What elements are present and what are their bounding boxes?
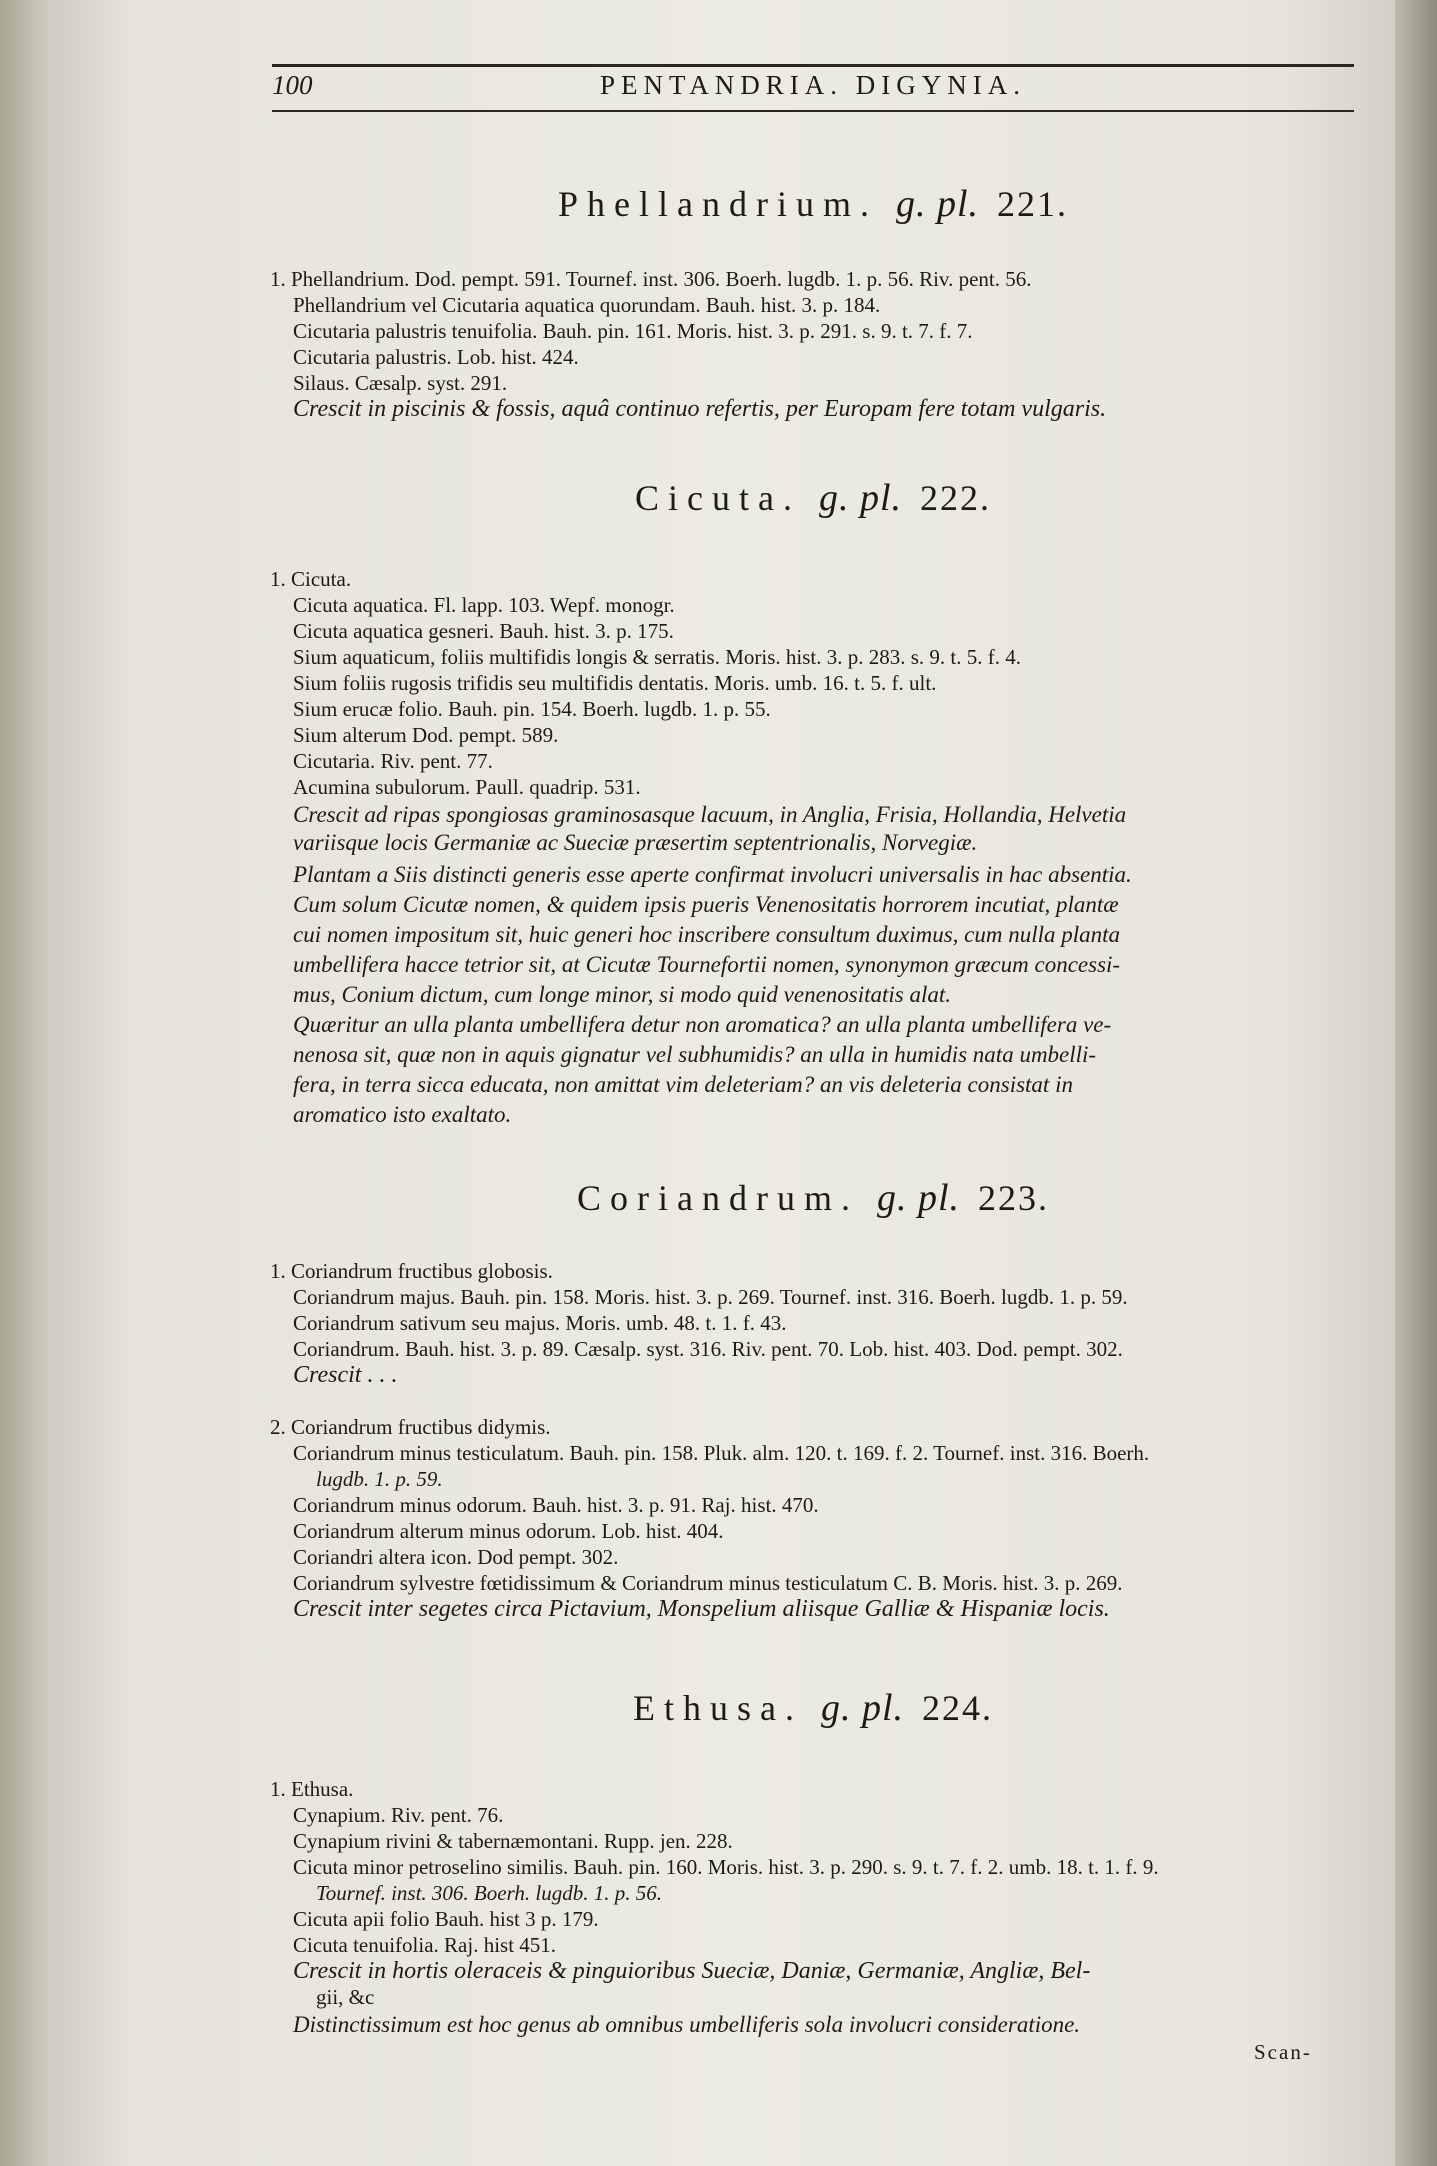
running-head: PENTANDRIA. DIGYNIA.	[599, 70, 1027, 100]
note-line: fera, in terra sicca educata, non amittat vim deleteriam? an vis deleteria consistat in	[293, 1072, 1073, 1097]
synonym-line: Cicuta aquatica. Fl. lapp. 103. Wepf. monogr.	[293, 593, 675, 617]
note-line: Quæritur an ulla planta umbellifera detur non aromatica? an ulla planta umbellifera ve-	[293, 1012, 1112, 1037]
synonym-line: Tournef. inst. 306. Boerh. lugdb. 1. p. 56.	[316, 1881, 662, 1905]
synonym-line: Silaus. Cæsalp. syst. 291.	[293, 371, 508, 395]
synonym-line: Sium erucæ folio. Bauh. pin. 154. Boerh. lugdb. 1. p. 55.	[293, 697, 771, 721]
habitat-line: Crescit in hortis oleraceis & pinguioribus Sueciæ, Daniæ, Germaniæ, Angliæ, Bel-	[293, 1958, 1091, 1984]
habitat-line: Crescit in piscinis & fossis, aquâ continuo refertis, per Europam fere totam vulgaris.	[293, 396, 1107, 422]
synonym-line: Cicuta apii folio Bauh. hist 3 p. 179.	[293, 1907, 599, 1931]
habitat-line: Crescit inter segetes circa Pictavium, Monspelium aliisque Galliæ & Hispaniæ locis.	[293, 1596, 1110, 1622]
genus-heading-ethusa: Ethusa. g. pl. 224.	[632, 1687, 994, 1729]
page-number: 100	[272, 70, 313, 100]
page-left-edge	[0, 0, 48, 2166]
page-header	[272, 68, 1354, 108]
note-line: nenosa sit, quæ non in aquis gignatur vel subhumidis? an ulla in humidis nata umbelli-	[293, 1042, 1097, 1067]
synonym-line: Coriandri altera icon. Dod pempt. 302.	[293, 1545, 619, 1569]
synonym-line: Cicuta aquatica gesneri. Bauh. hist. 3. p. 175.	[293, 619, 674, 643]
synonym-line: Cicutaria. Riv. pent. 77.	[293, 749, 493, 773]
header-top-rule	[272, 64, 1354, 67]
synonym-line: Coriandrum sativum seu majus. Moris. umb. 48. t. 1. f. 43.	[293, 1311, 787, 1335]
note-line: cui nomen impositum sit, huic generi hoc inscribere consultum duximus, cum nulla planta	[293, 922, 1121, 947]
synonym-line: Cicuta minor petroselino similis. Bauh. pin. 160. Moris. hist. 3. p. 290. s. 9. t. 7. f. 2. umb. 18. t. 1. f. 9.	[293, 1855, 1159, 1879]
synonym-line: Coriandrum majus. Bauh. pin. 158. Moris. hist. 3. p. 269. Tournef. inst. 316. Boerh. lugdb. 1. p. 59.	[293, 1285, 1128, 1309]
synonym-line: Sium alterum Dod. pempt. 589.	[293, 723, 559, 747]
synonym-line: Coriandrum alterum minus odorum. Lob. hist. 404.	[293, 1519, 724, 1543]
note-line: mus, Conium dictum, cum longe minor, si modo quid venenositatis alat.	[293, 982, 952, 1007]
synonym-line: Coriandrum. Bauh. hist. 3. p. 89. Cæsalp. syst. 316. Riv. pent. 70. Lob. hist. 403. Dod. pempt. 302.	[293, 1337, 1123, 1361]
entry-line: 1. Coriandrum fructibus globosis.	[270, 1259, 553, 1283]
synonym-line: Cicutaria palustris tenuifolia. Bauh. pin. 161. Moris. hist. 3. p. 291. s. 9. t. 7. f. 7.	[293, 319, 973, 343]
page-binding-shadow	[1395, 0, 1437, 2166]
habitat-line: Crescit . . .	[293, 1362, 398, 1388]
entry-line: 2. Coriandrum fructibus didymis.	[270, 1415, 551, 1439]
synonym-line: Coriandrum minus testiculatum. Bauh. pin. 158. Pluk. alm. 120. t. 169. f. 2. Tournef. inst. 316. Boerh.	[293, 1441, 1150, 1465]
synonym-line: Acumina subulorum. Paull. quadrip. 531.	[293, 775, 641, 799]
note-line: Distinctissimum est hoc genus ab omnibus umbelliferis sola involucri consideratione.	[293, 2012, 1081, 2037]
note-line: aromatico isto exaltato.	[293, 1102, 512, 1127]
synonym-line: Sium foliis rugosis trifidis seu multifidis dentatis. Moris. umb. 16. t. 5. f. ult.	[293, 671, 937, 695]
genus-heading-coriandrum: Coriandrum. g. pl. 223.	[576, 1177, 1050, 1219]
synonym-line: Coriandrum sylvestre fœtidissimum & Coriandrum minus testiculatum C. B. Moris. hist. 3. p. 269.	[293, 1571, 1123, 1595]
entry-line: 1. Ethusa.	[270, 1777, 354, 1801]
catchword: Scan-	[1254, 2040, 1312, 2064]
note-line: Plantam a Siis distincti generis esse aperte confirmat involucri universalis in hac absentia.	[293, 862, 1132, 887]
note-line: umbellifera hacce tetrior sit, at Cicutæ Tournefortii nomen, synonymon græcum concessi-	[293, 952, 1121, 977]
habitat-line: variisque locis Germaniæ ac Sueciæ præsertim septentrionalis, Norvegiæ.	[293, 830, 978, 855]
synonym-line: lugdb. 1. p. 59.	[316, 1467, 443, 1491]
entry-line: 1. Phellandrium. Dod. pempt. 591. Tournef. inst. 306. Boerh. lugdb. 1. p. 56. Riv. pent. 56.	[270, 267, 1032, 291]
synonym-line: Cicutaria palustris. Lob. hist. 424.	[293, 345, 579, 369]
header-bottom-rule	[272, 110, 1354, 112]
synonym-line: Cynapium. Riv. pent. 76.	[293, 1803, 504, 1827]
genus-heading-cicuta: Cicuta. g. pl. 222.	[634, 477, 992, 519]
synonym-line: Sium aquaticum, foliis multifidis longis & serratis. Moris. hist. 3. p. 283. s. 9. t. 5. f. 4.	[293, 645, 1021, 669]
synonym-line: Cicuta tenuifolia. Raj. hist 451.	[293, 1933, 557, 1957]
entry-line: 1. Cicuta.	[270, 567, 352, 591]
synonym-line: Cynapium rivini & tabernæmontani. Rupp. jen. 228.	[293, 1829, 733, 1853]
genus-heading-phellandrium: Phellandrium. g. pl. 221.	[557, 183, 1069, 225]
synonym-line: Coriandrum minus odorum. Bauh. hist. 3. p. 91. Raj. hist. 470.	[293, 1493, 819, 1517]
habitat-line: gii, &c	[316, 1985, 375, 2009]
note-line: Cum solum Cicutæ nomen, & quidem ipsis pueris Venenositatis horrorem incutiat, plantæ	[293, 892, 1119, 917]
habitat-line: Crescit ad ripas spongiosas graminosasque lacuum, in Anglia, Frisia, Hollandia, Helvetia	[293, 802, 1127, 827]
synonym-line: Phellandrium vel Cicutaria aquatica quorundam. Bauh. hist. 3. p. 184.	[293, 293, 881, 317]
